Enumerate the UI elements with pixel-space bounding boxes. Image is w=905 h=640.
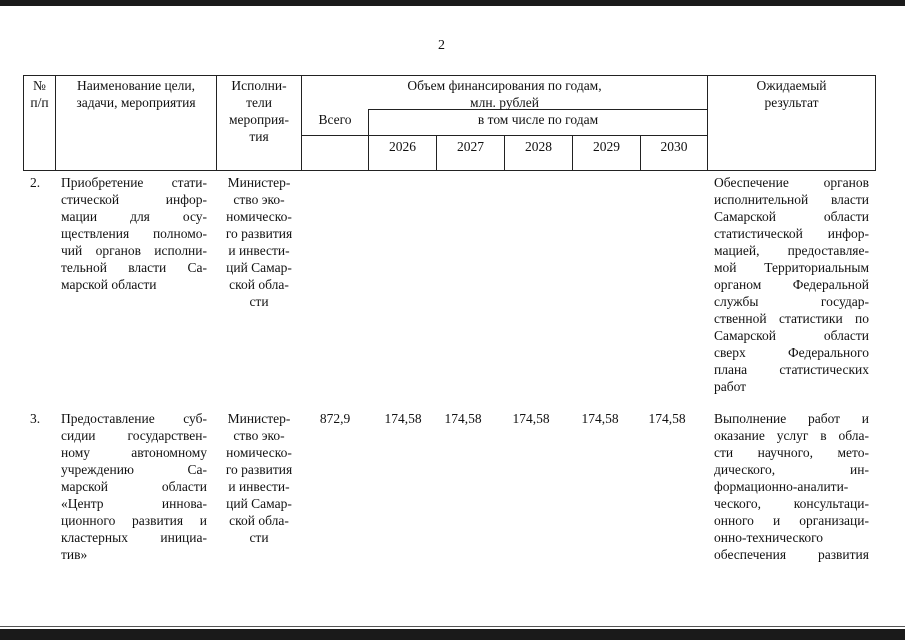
page-number: 2 <box>438 38 445 53</box>
row-result: Выполнение работ и оказание услуг в обла- сти научного, мето- дического, ин- формационно-аналити- ческого, консультаци- онного и организаци- онно-технического обеспечения развития <box>714 411 869 562</box>
header-total: Всего <box>318 112 352 127</box>
scan-top-border <box>0 0 905 6</box>
header-year-2027: 2027 <box>457 139 484 154</box>
header-number: № п/п <box>30 78 49 110</box>
row-value-2027: 174,58 <box>444 411 482 426</box>
row-number: 3. <box>30 411 41 426</box>
header-result: Ожидаемый результат <box>756 78 827 110</box>
row-number: 2. <box>30 175 41 190</box>
row-executor: Министер- ство эко- номическо- го развития и инвести- ций Самар- ской обла- сти <box>225 411 293 545</box>
row-value-2030: 174,58 <box>648 411 686 426</box>
header-year-2028: 2028 <box>525 139 552 154</box>
row-result: Обеспечение органов исполнительной власти Самарской области статистической инфор- мацией, предоставляе- мой Территориальным органом Федеральной службы государ- ственной статистики по Самарской области сверх Федерального плана статистических работ <box>714 175 869 394</box>
row-executor: Министер- ство эко- номическо- го развития и инвести- ций Самар- ской обла- сти <box>225 175 293 309</box>
header-name: Наименование цели, задачи, мероприятия <box>76 78 196 110</box>
scan-bottom-border <box>0 629 905 640</box>
row-value-2028: 174,58 <box>512 411 550 426</box>
row-name: Приобретение стати- стической инфор- мации для осу- ществления полномо- чий органов исполни- тельной власти Са- марской области <box>61 175 207 292</box>
header-year-2026: 2026 <box>389 139 416 154</box>
row-value-2029: 174,58 <box>581 411 619 426</box>
row-name: Предоставление суб- сидии государствен- ному автономному учреждению Са- марской области «Центр иннова- ционного развития и кластерных инициа- тив» <box>61 411 207 562</box>
row-total: 872,9 <box>319 411 351 426</box>
header-year-2029: 2029 <box>593 139 620 154</box>
row-value-2026: 174,58 <box>384 411 422 426</box>
scan-bottom-line <box>0 626 905 627</box>
header-funding: Объем финансирования по годам, млн. рублей <box>407 78 602 110</box>
header-year-2030: 2030 <box>660 139 688 154</box>
header-including: в том числе по годам <box>477 112 599 127</box>
header-executor: Исполни- тели мероприя- тия <box>229 78 289 144</box>
